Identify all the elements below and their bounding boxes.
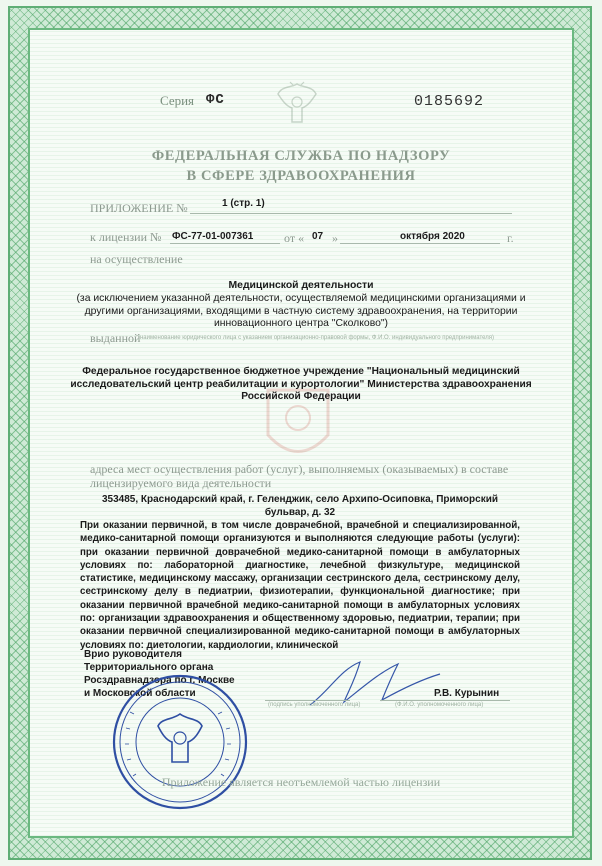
license-ref-label: к лицензии №	[90, 230, 162, 244]
license-form-number: 0185692	[414, 93, 485, 110]
date-month-year: октября 2020	[400, 231, 465, 242]
position-line1: Врио руководителя	[84, 649, 183, 660]
signature-hint: (подпись уполномоченного лица)	[268, 702, 361, 708]
license-number-underline	[170, 243, 280, 244]
signature-underline	[265, 700, 350, 701]
date-underline	[340, 243, 500, 244]
position-line2: Территориального органа	[84, 662, 214, 673]
activity-address: 353485, Краснодарский край, г. Геленджик, село Архипо-Осиповка, Приморский бульвар, д. 32	[101, 494, 499, 518]
coat-of-arms-icon	[272, 78, 322, 130]
name-underline	[380, 700, 510, 701]
series-label: Серия	[160, 93, 195, 108]
license-ref-number: ФС-77-01-007361	[172, 231, 254, 242]
official-seal-icon	[110, 672, 250, 812]
agency-title-line1: ФЕДЕРАЛЬНАЯ СЛУЖБА ПО НАДЗОРУ	[151, 148, 451, 164]
works-description: При оказании первичной, в том числе доврачебной, врачебной и специализированной, медико-санитарной помощи организуются и выполняются следующие работы (услуги): при оказании первичной доврачебной медико-санитарной помощи в амбулаторных условиях по: лабораторной диагностике, лечебной физкультуре, медицинской статистике, медицинскому массажу, организации сестринского дела, сестринскому делу, сестринскому делу в педиатрии, физиотерапии, функциональной диагностике; при оказании первичной врачебной медико-санитарной помощи в амбулаторных условиях по: организации здравоохранения и общественному здоровью, педиатрии, терапии; при оказании первичной специализированной медико-санитарной помощи в амбулаторных условиях по: диетологии, кардиологии, клинической	[80, 520, 520, 651]
agency-title-line2: В СФЕРЕ ЗДРАВООХРАНЕНИЯ	[186, 168, 416, 184]
date-day: 07	[312, 231, 324, 242]
position-line3: Росздравнадзора по г. Москве	[84, 675, 235, 686]
series-value: ФС	[206, 92, 225, 108]
appendix-label: ПРИЛОЖЕНИЕ №	[90, 201, 188, 215]
issued-hint: (наименование юридического лица с указанием организационно-правовой формы, Ф.И.О. индивидуального предпринимателя)	[138, 335, 495, 341]
activity-label: на осуществление	[90, 252, 183, 266]
footer-note: Приложение является неотъемлемой частью лицензии	[161, 775, 441, 789]
appendix-underline	[190, 213, 512, 214]
name-hint: (Ф.И.О. уполномоченного лица)	[395, 702, 484, 708]
date-from-label: от «	[284, 231, 305, 245]
position-line4: и Московской области	[84, 688, 196, 699]
date-year-suffix: г.	[507, 231, 514, 245]
organization-name: Федеральное государственное бюджетное учреждение "Национальный медицинский исследовательский центр реабилитации и курортологии" Министерства здравоохранения Российской Федерации	[70, 366, 532, 403]
addresses-label: адреса мест осуществления работ (услуг), выполняемых (оказываемых) в составе лицензируемого вида деятельности	[90, 462, 509, 490]
issued-label: выданной	[90, 331, 141, 345]
signatory-name: Р.В. Курынин	[434, 688, 500, 699]
activity-title: Медицинской деятельности	[228, 280, 374, 291]
date-day-close: »	[332, 231, 338, 245]
activity-exclusion: (за исключением указанной деятельности, осуществляемой медицинскими организациями и другими организациями, входящими в частную систему здравоохранения, на территории инновационного центра "Сколково")	[76, 293, 526, 330]
appendix-value: 1 (стр. 1)	[222, 198, 265, 209]
handwritten-signature-icon	[300, 650, 450, 710]
